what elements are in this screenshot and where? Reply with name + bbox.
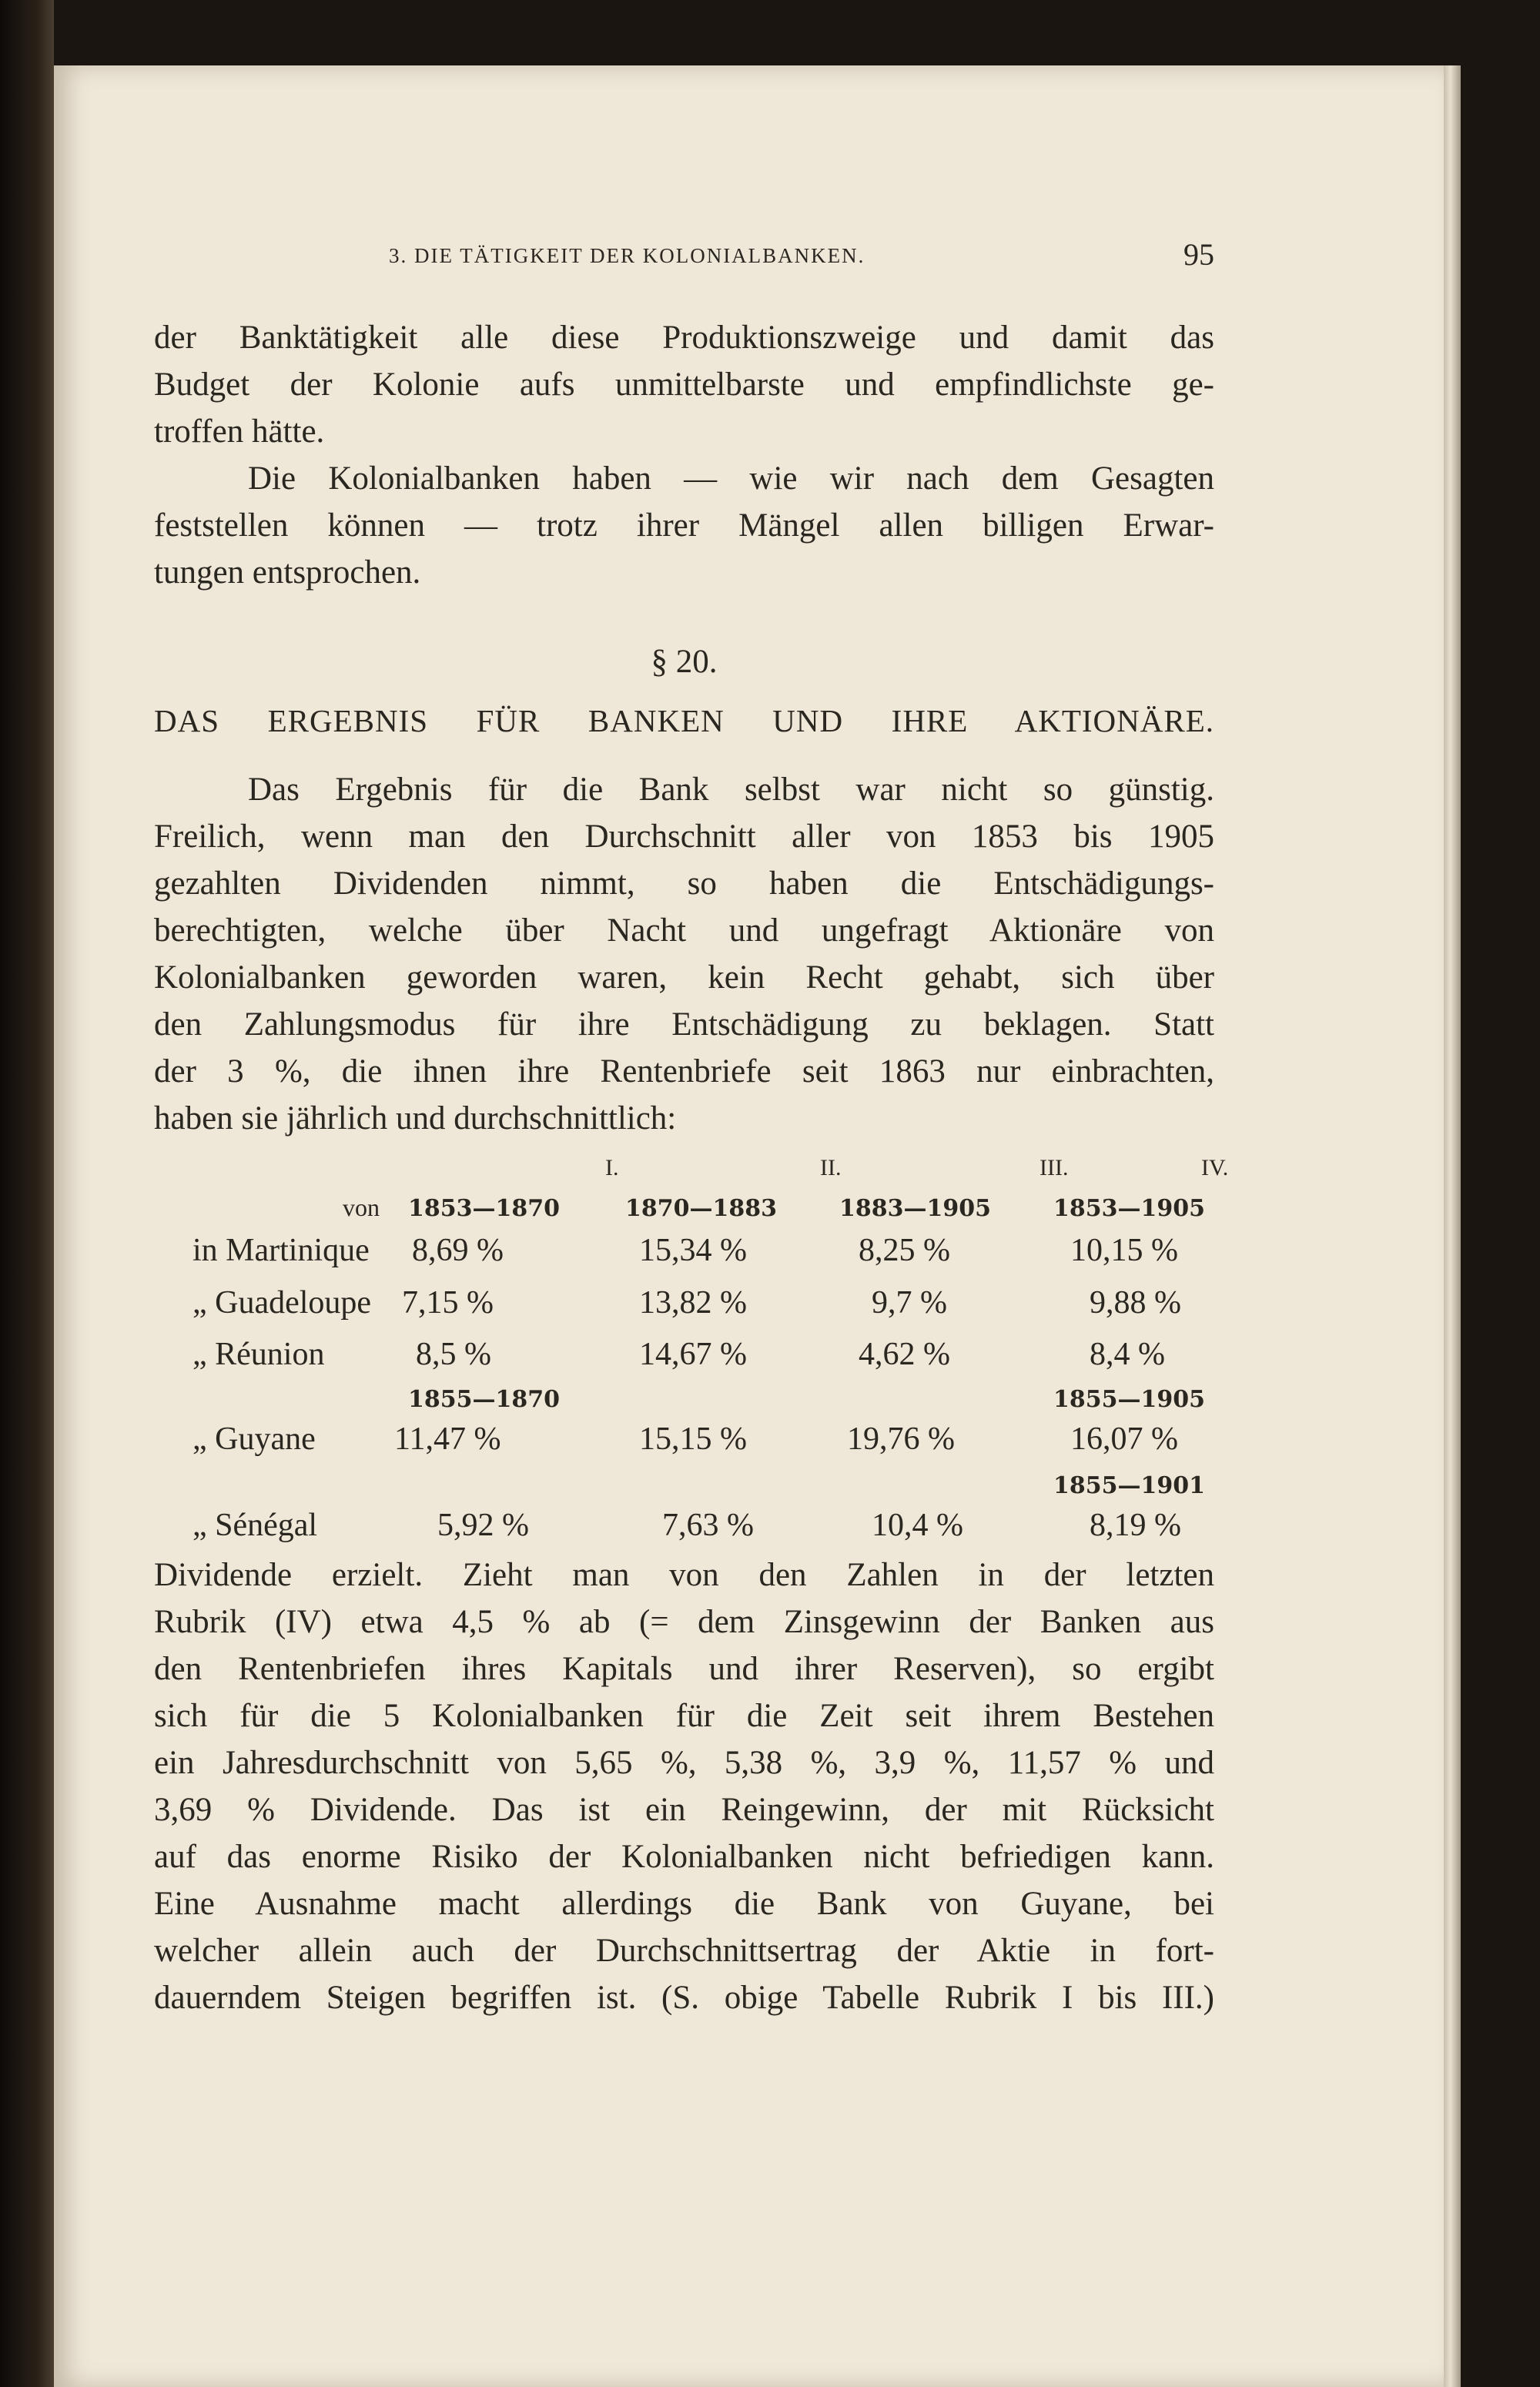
table-cell: 7,15 %	[402, 1285, 494, 1321]
text-line: Kolonialbanken geworden waren, kein Recht gehabt, sich über	[154, 959, 1214, 996]
table-cell: 8,19 %	[1090, 1508, 1181, 1543]
period-header-i: 1853—1870	[408, 1195, 560, 1222]
text-line: troffen hätte.	[154, 413, 325, 450]
text-line: der Banktätigkeit alle diese Produktionszweige und damit das	[154, 320, 1214, 356]
text-line: den Rentenbriefen ihres Kapitals und ihrer Reserven), so ergibt	[154, 1651, 1214, 1687]
row-label-reunion: „ Réunion	[192, 1337, 325, 1372]
table-cell: 19,76 %	[847, 1421, 955, 1457]
text-line: gezahlten Dividenden nimmt, so haben die Entschädigungs-	[154, 865, 1214, 902]
paragraph-4	[154, 1552, 1214, 2021]
section-title: DAS ERGEBNIS FÜR BANKEN UND IHRE AKTIONÄRE.	[154, 703, 1214, 738]
table-cell: 5,92 %	[437, 1508, 529, 1543]
page-edge	[1444, 65, 1461, 2387]
text-line: der 3 %, die ihnen ihre Rentenbriefe seit 1863 nur einbrachten,	[154, 1053, 1214, 1090]
column-header-iii: III.	[1040, 1155, 1069, 1180]
period-header-iv: 1853—1905	[1053, 1195, 1205, 1222]
text-line: welcher allein auch der Durchschnittsertrag der Aktie in fort-	[154, 1933, 1214, 1969]
table-cell: 10,15 %	[1070, 1233, 1178, 1268]
text-line: Eine Ausnahme macht allerdings die Bank von Guyane, bei	[154, 1886, 1214, 1922]
text-line: ein Jahresdurchschnitt von 5,65 %, 5,38 %, 3,9 %, 11,57 % und	[154, 1745, 1214, 1781]
page-number: 95	[1183, 237, 1214, 272]
running-head	[154, 235, 1214, 273]
row-label-senegal: „ Sénégal	[192, 1508, 318, 1543]
text-line: tungen entsprochen.	[154, 554, 421, 591]
text-line: sich für die 5 Kolonialbanken für die Zeit seit ihrem Bestehen	[154, 1698, 1214, 1734]
paragraph-2	[154, 455, 1214, 596]
period-header-iii: 1883—1905	[839, 1195, 991, 1222]
row-label-guyane: „ Guyane	[192, 1421, 316, 1457]
text-line: Die Kolonialbanken haben — wie wir nach dem Gesagten	[248, 460, 1214, 497]
table-cell: 14,67 %	[639, 1337, 747, 1372]
text-line: den Zahlungsmodus für ihre Entschädigung zu beklagen. Statt	[154, 1006, 1214, 1043]
guyane-period-i: 1855—1870	[408, 1386, 560, 1413]
table-cell: 7,63 %	[662, 1508, 754, 1543]
guyane-period-iv: 1855—1905	[1053, 1386, 1205, 1413]
table-cell: 4,62 %	[859, 1337, 950, 1372]
row-label-guadeloupe: „ Guadeloupe	[192, 1285, 372, 1321]
table-cell: 9,88 %	[1090, 1285, 1181, 1321]
running-head-title: 3. DIE TÄTIGKEIT DER KOLONIALBANKEN.	[389, 244, 865, 267]
table-cell: 11,47 %	[394, 1421, 501, 1457]
text-line: Das Ergebnis für die Bank selbst war nicht so günstig.	[248, 772, 1214, 808]
text-line: Dividende erzielt. Zieht man von den Zahlen in der letzten	[154, 1557, 1214, 1593]
text-line: Rubrik (IV) etwa 4,5 % ab (= dem Zinsgewinn der Banken aus	[154, 1604, 1214, 1640]
section-number: § 20.	[651, 644, 718, 680]
table-cell: 15,34 %	[639, 1233, 747, 1268]
text-line: auf das enorme Risiko der Kolonialbanken nicht befriedigen kann.	[154, 1839, 1214, 1875]
table-cell: 8,4 %	[1090, 1337, 1165, 1372]
table-cell: 8,5 %	[416, 1337, 491, 1372]
column-header-i: I.	[605, 1155, 619, 1180]
period-header-ii: 1870—1883	[625, 1195, 777, 1222]
senegal-period-iv: 1855—1901	[1053, 1472, 1205, 1499]
table-cell: 13,82 %	[639, 1285, 747, 1321]
table-cell: 8,25 %	[859, 1233, 950, 1268]
paragraph-3	[154, 766, 1214, 1142]
table-cell: 10,4 %	[872, 1508, 963, 1543]
table-cell: 8,69 %	[412, 1233, 504, 1268]
text-line: feststellen können — trotz ihrer Mängel allen billigen Erwar-	[154, 507, 1214, 544]
text-line: berechtigten, welche über Nacht und ungefragt Aktionäre von	[154, 912, 1214, 949]
table-cell: 16,07 %	[1070, 1421, 1178, 1457]
text-line: Budget der Kolonie aufs unmittelbarste und empfindlichste ge-	[154, 367, 1214, 403]
table-cell: 15,15 %	[639, 1421, 747, 1457]
column-header-iv: IV.	[1201, 1155, 1229, 1180]
row-label-martinique: in Martinique	[192, 1233, 370, 1268]
text-line: dauerndem Steigen begriffen ist. (S. obige Tabelle Rubrik I bis III.)	[154, 1980, 1214, 2016]
book-spine-shadow	[0, 0, 54, 2387]
table-cell: 9,7 %	[872, 1285, 947, 1321]
von-label: von	[343, 1194, 380, 1221]
text-line: 3,69 % Dividende. Das ist ein Reingewinn, der mit Rücksicht	[154, 1792, 1214, 1828]
text-line: Freilich, wenn man den Durchschnitt aller von 1853 bis 1905	[154, 819, 1214, 855]
column-header-ii: II.	[820, 1155, 842, 1180]
paragraph-1	[154, 314, 1214, 455]
text-line: haben sie jährlich und durchschnittlich:	[154, 1100, 677, 1137]
